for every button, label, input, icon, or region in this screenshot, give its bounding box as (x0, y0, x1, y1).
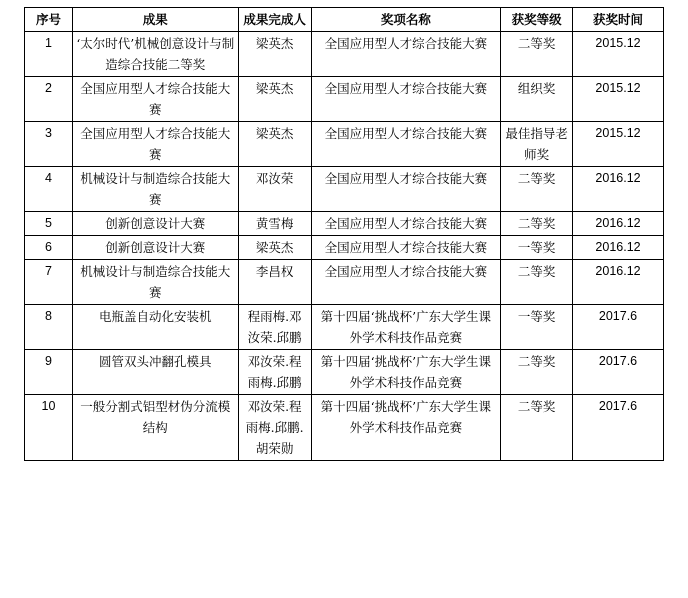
cell-no: 8 (25, 305, 73, 350)
header-award: 奖项名称 (311, 8, 501, 32)
cell-date: 2016.12 (573, 236, 664, 260)
cell-date: 2017.6 (573, 395, 664, 461)
cell-no: 5 (25, 212, 73, 236)
cell-level: 二等奖 (501, 350, 573, 395)
cell-no: 6 (25, 236, 73, 260)
table-header-row (25, 8, 664, 32)
cell-award: 全国应用型人才综合技能大赛 (311, 77, 501, 122)
cell-level: 最佳指导老师奖 (501, 122, 573, 167)
cell-no: 4 (25, 167, 73, 212)
cell-no: 7 (25, 260, 73, 305)
header-date: 获奖时间 (573, 8, 664, 32)
cell-result: 全国应用型人才综合技能大赛 (72, 77, 238, 122)
cell-people: 梁英杰 (238, 32, 311, 77)
cell-award: 第十四届‘挑战杯’广东大学生课外学术科技作品竞赛 (311, 305, 501, 350)
cell-people: 梁英杰 (238, 122, 311, 167)
cell-date: 2015.12 (573, 32, 664, 77)
cell-people: 黄雪梅 (238, 212, 311, 236)
cell-people: 邓汝荣 (238, 167, 311, 212)
cell-people: 李昌权 (238, 260, 311, 305)
table-row (25, 212, 664, 236)
cell-date: 2016.12 (573, 167, 664, 212)
cell-no: 1 (25, 32, 73, 77)
cell-result: 圆管双头冲翻孔模具 (72, 350, 238, 395)
cell-no: 2 (25, 77, 73, 122)
cell-date: 2015.12 (573, 77, 664, 122)
cell-level: 二等奖 (501, 167, 573, 212)
cell-date: 2015.12 (573, 122, 664, 167)
header-no: 序号 (25, 8, 73, 32)
cell-no: 9 (25, 350, 73, 395)
cell-date: 2017.6 (573, 350, 664, 395)
table-row (25, 305, 664, 350)
table-row (25, 167, 664, 212)
cell-result: ‘太尔时代’机械创意设计与制造综合技能二等奖 (72, 32, 238, 77)
cell-date: 2017.6 (573, 305, 664, 350)
cell-award: 全国应用型人才综合技能大赛 (311, 260, 501, 305)
cell-no: 3 (25, 122, 73, 167)
cell-people: 梁英杰 (238, 77, 311, 122)
cell-date: 2016.12 (573, 212, 664, 236)
table-row (25, 395, 664, 461)
cell-level: 二等奖 (501, 32, 573, 77)
table-row (25, 32, 664, 77)
header-result: 成果 (72, 8, 238, 32)
cell-result: 一般分割式铝型材伪分流模结构 (72, 395, 238, 461)
cell-award: 全国应用型人才综合技能大赛 (311, 122, 501, 167)
cell-date: 2016.12 (573, 260, 664, 305)
cell-people: 邓汝荣.程雨梅.邱鹏.胡荣勋 (238, 395, 311, 461)
cell-award: 第十四届‘挑战杯’广东大学生课外学术科技作品竞赛 (311, 350, 501, 395)
cell-people: 程雨梅.邓汝荣.邱鹏 (238, 305, 311, 350)
cell-level: 一等奖 (501, 305, 573, 350)
table-row (25, 122, 664, 167)
cell-level: 二等奖 (501, 212, 573, 236)
cell-level: 二等奖 (501, 395, 573, 461)
cell-result: 创新创意设计大赛 (72, 236, 238, 260)
cell-award: 全国应用型人才综合技能大赛 (311, 32, 501, 77)
cell-award: 全国应用型人才综合技能大赛 (311, 212, 501, 236)
cell-award: 第十四届‘挑战杯’广东大学生课外学术科技作品竞赛 (311, 395, 501, 461)
cell-people: 邓汝荣.程雨梅.邱鹏 (238, 350, 311, 395)
cell-award: 全国应用型人才综合技能大赛 (311, 236, 501, 260)
table-row (25, 77, 664, 122)
cell-result: 机械设计与制造综合技能大赛 (72, 260, 238, 305)
header-level: 获奖等级 (501, 8, 573, 32)
cell-level: 组织奖 (501, 77, 573, 122)
cell-result: 全国应用型人才综合技能大赛 (72, 122, 238, 167)
table-row (25, 260, 664, 305)
cell-result: 创新创意设计大赛 (72, 212, 238, 236)
cell-result: 机械设计与制造综合技能大赛 (72, 167, 238, 212)
table-row (25, 236, 664, 260)
cell-award: 全国应用型人才综合技能大赛 (311, 167, 501, 212)
cell-level: 一等奖 (501, 236, 573, 260)
header-people: 成果完成人 (238, 8, 311, 32)
cell-level: 二等奖 (501, 260, 573, 305)
awards-table (24, 7, 664, 461)
table-row (25, 350, 664, 395)
cell-people: 梁英杰 (238, 236, 311, 260)
cell-result: 电瓶盖自动化安装机 (72, 305, 238, 350)
cell-no: 10 (25, 395, 73, 461)
